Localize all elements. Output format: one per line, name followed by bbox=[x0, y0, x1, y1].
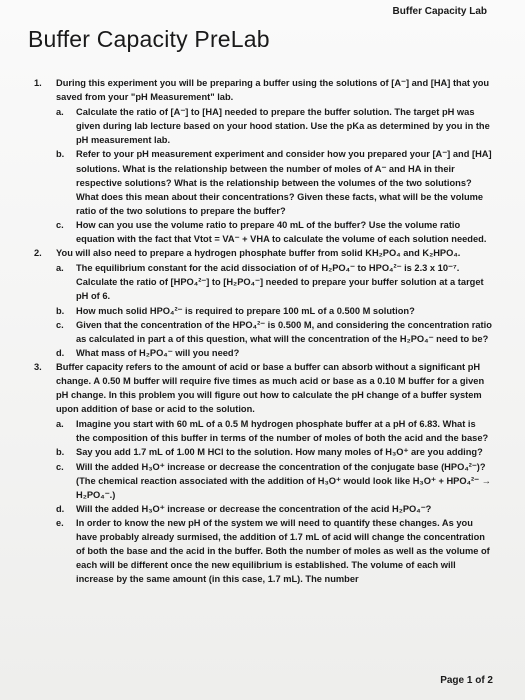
subquestion-letter: e. bbox=[56, 517, 64, 528]
subquestion-2d bbox=[56, 346, 492, 360]
subquestion-text: How can you use the volume ratio to prepare 40 mL of the buffer? Use the volume ratio equation with the fact that Vtot = VA⁻ + VHA to calculate the volume of each solution needed. bbox=[76, 219, 487, 245]
subquestion-text: Say you add 1.7 mL of 1.00 M HCl to the solution. How many moles of H₃O⁺ are you adding? bbox=[76, 447, 483, 458]
question-text: During this experiment you will be preparing a buffer using the solutions of [A⁻] and [HA] that you saved from your "pH Measurement" lab. bbox=[56, 78, 490, 103]
question-list bbox=[34, 76, 492, 586]
subquestion-1b bbox=[56, 147, 492, 217]
subquestion-text: Given that the concentration of the HPO₄²⁻ is 0.500 M, and considering the concentration ratio as calculated in part a of this question, what will the concentration of the H₂PO₄⁻ need to be? bbox=[76, 319, 492, 344]
subquestion-3a bbox=[56, 417, 492, 445]
subquestion-letter: c. bbox=[56, 461, 64, 472]
subquestion-letter: c. bbox=[56, 319, 64, 330]
subquestion-letter: b. bbox=[56, 149, 65, 160]
running-header: Buffer Capacity Lab bbox=[392, 6, 487, 17]
question-number: 2. bbox=[34, 248, 42, 259]
subquestion-letter: d. bbox=[56, 347, 65, 358]
question-3 bbox=[34, 360, 492, 416]
question-text: Buffer capacity refers to the amount of acid or base a buffer can absorb without a significant pH change. A 0.50 M buffer will require five times as much acid or base as a 0.10 M buffer for a given pH change. In this problem you will figure out how to calculate the pH change of a buffer system upon addition of base or acid to the solution. bbox=[56, 361, 485, 415]
subquestion-letter: a. bbox=[56, 419, 64, 430]
question-1 bbox=[34, 76, 492, 104]
subquestion-text: Imagine you start with 60 mL of a 0.5 M hydrogen phosphate buffer at a pH of 6.83. What is the composition of this buffer in terms of the number of moles of both the acid and the base? bbox=[76, 419, 489, 444]
subquestion-letter: a. bbox=[56, 263, 64, 274]
subquestion-letter: d. bbox=[56, 503, 65, 514]
subquestion-2a bbox=[56, 261, 492, 303]
subquestion-text: Calculate the ratio of [A⁻] to [HA] needed to prepare the buffer solution. The target pH was given during lab lecture based on your hood station. Use the pKa as determined by you in the pH measurement lab. bbox=[76, 107, 490, 146]
subquestion-letter: c. bbox=[56, 219, 64, 230]
subquestion-1a bbox=[56, 105, 492, 147]
question-number: 1. bbox=[34, 78, 42, 88]
subquestion-2b bbox=[56, 304, 492, 318]
subquestion-text: What mass of H₂PO₄⁻ will you need? bbox=[76, 347, 240, 358]
subquestion-3d bbox=[56, 502, 492, 516]
page-number: Page 1 of 2 bbox=[440, 675, 493, 686]
subquestion-text: Refer to your pH measurement experiment and consider how you prepared your [A⁻] and [HA] solutions. What is the relationship between the number of moles of A⁻ and HA in their respective solutions? What is the relationship between the volumes of the two solutions? What does this mean about their concentrations? Given these facts, what will be the volume ratio of the two solutions to prepare the buffer? bbox=[76, 149, 492, 216]
subquestion-3b bbox=[56, 445, 492, 459]
subquestion-text: Will the added H₃O⁺ increase or decrease the concentration of the acid H₂PO₄⁻? bbox=[76, 503, 432, 514]
subquestion-text: How much solid HPO₄²⁻ is required to prepare 100 mL of a 0.500 M solution? bbox=[76, 305, 415, 316]
subquestion-1c bbox=[56, 218, 492, 246]
subquestion-text: Will the added H₃O⁺ increase or decrease the concentration of the conjugate base (HPO₄²⁻)? (The chemical reaction associated with the addition of H₃O⁺ would look like H₃O⁺ + HPO₄²⁻ → H₂PO₄⁻.) bbox=[76, 461, 491, 500]
question-text: You will also need to prepare a hydrogen phosphate buffer from solid KH₂PO₄ and K₂HPO₄. bbox=[56, 248, 461, 259]
page-title: Buffer Capacity PreLab bbox=[28, 26, 270, 52]
subquestion-3e bbox=[56, 516, 492, 586]
question-2 bbox=[34, 246, 492, 260]
subquestion-letter: b. bbox=[56, 447, 65, 458]
subquestion-text: The equilibrium constant for the acid dissociation of of H₂PO₄⁻ to HPO₄²⁻ is 2.3 x 10⁻⁷. Calculate the ratio of [HPO₄²⁻] to [H₂PO₄⁻] needed to prepare your buffer solution at a target pH of 6. bbox=[76, 263, 484, 302]
subquestion-letter: a. bbox=[56, 107, 64, 118]
subquestion-3c bbox=[56, 460, 492, 502]
subquestion-letter: b. bbox=[56, 305, 65, 316]
question-number: 3. bbox=[34, 361, 42, 372]
subquestion-2c bbox=[56, 318, 492, 346]
subquestion-text: In order to know the new pH of the system we will need to quantify these changes. As you have probably already surmised, the addition of 1.7 mL of acid will change the concentration of both the base and the acid in the buffer. Both the number of moles as well as the volume of each will be different once the new equilibrium is established. The volume of each will increase by the same amount (in this case, 1.7 mL). The number bbox=[76, 517, 490, 585]
